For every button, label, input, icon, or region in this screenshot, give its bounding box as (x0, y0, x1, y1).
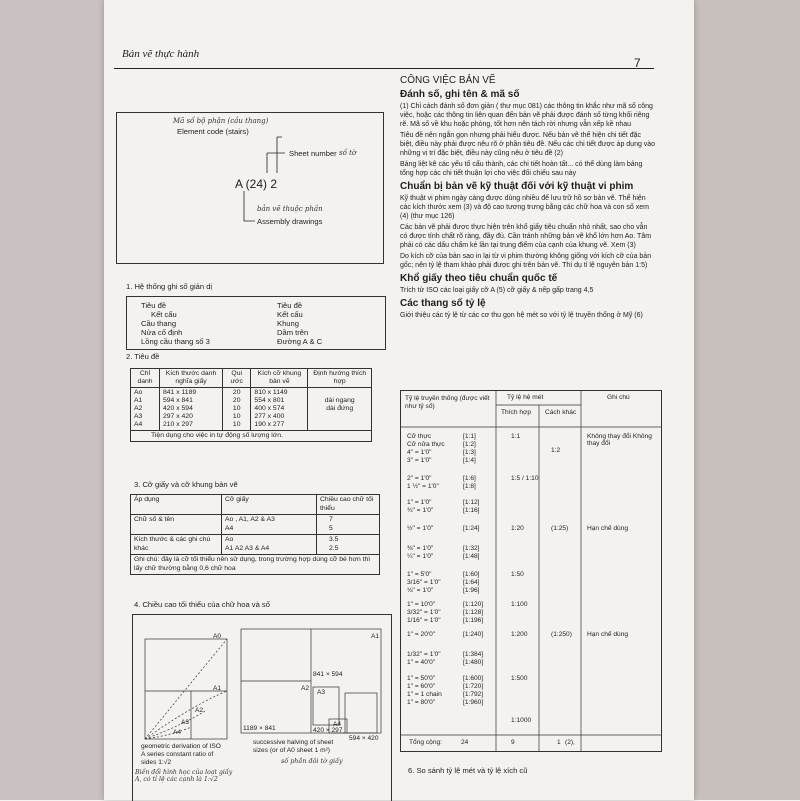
series-label: A2 (301, 685, 310, 692)
scale-traditional-label: 1" = 80'0" (407, 699, 436, 706)
cell: 554 x 801 (254, 397, 285, 404)
series-label: A3 (181, 719, 190, 726)
scale-traditional-label: 4" = 1'0" (407, 449, 432, 456)
series-label: A4 (173, 729, 182, 736)
cell: Ao , A1, A2 & A3 A4 (222, 515, 317, 535)
cell: 10 (232, 405, 241, 412)
scale-ratio: [1:480] (463, 659, 484, 666)
section4-title: 4. Chiều cao tối thiểu của chữ hoa và số (134, 600, 270, 609)
dimension-label: 841 × 594 (313, 671, 343, 678)
cell: dài ngang dài đứng (324, 397, 355, 412)
col-header: Qui ước (223, 369, 251, 388)
header-rule (114, 68, 654, 69)
scale-ratio: [1:32] (463, 545, 480, 552)
scale-traditional-label: 1" = 10'0" (407, 601, 436, 608)
paragraph: Bảng liệt kê các yếu tố cấu thành, các chi tiết hoàn tất... có thể dùng làm bảng tổng hợp các chi tiết thuận lợi cho việc đối chiếu sau này (400, 161, 643, 177)
cell: A4 (134, 421, 143, 428)
scale-traditional-label: ⅛" = 1'0" (407, 587, 434, 594)
cell: 7 5 (317, 515, 380, 535)
scale-traditional-label: ¼" = 1'0" (407, 553, 434, 560)
caption-geometric: geometric derivation of ISO A series constant ratio of sides 1:√2 (141, 743, 221, 766)
note-cell: Không thay đổi Không thay đổi (587, 433, 652, 447)
scale-table (400, 390, 662, 752)
cell: 810 x 1149 (254, 389, 288, 396)
cell: Chữ số & tên (131, 515, 222, 535)
col-header: Kích cỡ khung bản vẽ (251, 369, 308, 388)
section3-title: 3. Cỡ giấy và cỡ khung bản vẽ (134, 480, 238, 489)
table-row (131, 535, 380, 555)
scale-ratio: [1:3] (463, 449, 476, 456)
metric-cell: 1:200 (511, 631, 528, 638)
scale-traditional-label: 2" = 1'0" (407, 475, 432, 482)
scale-ratio: [1:1] (463, 433, 476, 440)
subheading-numbering: Đánh số, ghi tên & mã số (400, 89, 520, 100)
cell: Ao A1 A2 A3 & A4 (222, 535, 317, 555)
metric-cell: 1:1000 (511, 717, 532, 724)
handwritten-assembly-note: bản vẽ thuộc phần (257, 205, 323, 213)
alt-cell: (1:250) (551, 631, 572, 638)
metric-cell: 1:1 (511, 433, 521, 440)
cell: Ao (134, 389, 143, 396)
code-example: A (24) 2 (235, 177, 278, 191)
scale-ratio: [1:128] (463, 609, 484, 616)
subheading-paper-sizes: Khổ giấy theo tiêu chuẩn quốc tế (400, 273, 558, 284)
handwritten-sheet-note: số tờ (339, 149, 357, 157)
note-cell: Hạn chế dùng (587, 525, 629, 532)
letter-height-table (130, 494, 380, 575)
sheet-number-label: Sheet number (289, 149, 337, 158)
scale-traditional-label: 1 ½" = 1'0" (407, 483, 439, 490)
caption-halving: successive halving of sheet sizes (or of A0 sheet 1 m²) (253, 739, 334, 754)
page-number: 7 (634, 56, 641, 70)
col-header-metric: Tỷ lệ hệ mét (507, 394, 544, 401)
cell: 210 x 297 (163, 421, 193, 428)
cell: 841 x 1189 (163, 389, 197, 396)
cell: 20 (232, 397, 241, 404)
cell: 400 x 574 (254, 405, 285, 412)
paragraph: Các bản vẽ phải được thực hiện trên khổ giấy tiêu chuẩn nhỏ nhất, sao cho vẫn có được tính chất rõ ràng, đầy đủ. Cần tránh những bản vẽ khổ lớn hơn Ao. Tâm phải có các dấu chấm kẻ lần tại trung điểm của cạnh của khung vẽ. Xem (3) (400, 224, 652, 249)
background-left (0, 0, 108, 800)
paragraph: Do kích cỡ của bản sao in lại từ vi phim thường không giống với kích cỡ của bản gốc; nên tỷ lệ tham khảo phải được ghi trên bản vẽ. Thí dụ tỉ lệ nguyên bản 1:5) (400, 253, 652, 269)
col-header: Áp dụng (131, 495, 222, 515)
cell: 10 (232, 413, 241, 420)
section1-title: 1. Hệ thống ghi số giản dị (126, 282, 213, 291)
dimension-label: 594 × 420 (349, 735, 379, 742)
scale-ratio: [1:60] (463, 571, 480, 578)
scale-traditional-label: 1" = 50'0" (407, 675, 436, 682)
simple-right-item: Tiêu đề (277, 301, 303, 310)
metric-cell: 1:500 (511, 675, 528, 682)
alt-cell: (1:25) (551, 525, 569, 532)
element-code-label: Element code (stairs) (177, 127, 249, 136)
size-cell (160, 388, 223, 431)
simple-left-column (141, 301, 210, 346)
total-alt: 1 (557, 739, 561, 746)
scale-ratio: [1:6] (463, 475, 476, 482)
cell: 3.5 2.5 (317, 535, 380, 555)
note-cell: Hạn chế dùng (587, 631, 629, 638)
simple-right-item: Kết cấu (277, 310, 303, 319)
paragraph: (1) Chỉ cách đánh số đơn giản ( thư mục 081) các thông tin khắc như mã số công việc, hoặc các thông tin liên quan đến bản vẽ phải được đánh số từng khối riêng rẽ. Mã số về khu hoặc phòng, tốt hơn nên tách rời nhưng vẫn xếp kề nhau (400, 103, 653, 128)
background-right (690, 0, 800, 800)
paragraph: Kỹ thuật vi phim ngày càng được dùng nhiều để lưu trữ hồ sơ bản vẽ. Thể hiện các kích thước xem (3) và độ cao tương trưng bằng các chữ hoa và con số xem (4) (thư mục 126) (400, 195, 649, 220)
designation-cell (131, 388, 160, 431)
right-column (400, 75, 656, 322)
col-header: Định hướng thích hợp (308, 369, 372, 388)
cell: 297 x 420 (163, 413, 193, 420)
scale-ratio: [1:120] (463, 601, 484, 608)
col-header-other: Cách khác (545, 409, 577, 416)
section2-title: 2. Tiêu đề (126, 352, 160, 361)
handwritten-caption-left: Biến đổi hình học của loạt giấy A, có tỉ lệ các cạnh là 1:√2 (135, 769, 233, 783)
table-note: Ghi chú: đây là cỡ tối thiểu nên sử dụng, trong trường hợp dùng cỡ bé hơn thì lấy chữ thường bằng 0,6 chữ hoa (131, 555, 380, 575)
scale-ratio: [1:720] (463, 683, 484, 690)
scale-ratio: [1:16] (463, 507, 480, 514)
subheading-microfilm: Chuẩn bị bản vẽ kỹ thuật đối với kỹ thuật vi phim (400, 181, 634, 192)
total-alt-note: (2), (565, 739, 575, 746)
table-row (131, 515, 380, 535)
paragraph: Giới thiệu các tỷ lệ từ các cơ thu gọn hệ mét so với tỷ lệ truyền thống ở Mỹ (6) (400, 312, 643, 319)
scale-ratio: [1:600] (463, 675, 484, 682)
scale-traditional-label: Cỡ nửa thực (407, 441, 445, 448)
scale-ratio: [1:384] (463, 651, 484, 658)
cell: 10 (232, 421, 241, 428)
cell: A2 (134, 405, 143, 412)
series-label: A1 (371, 633, 380, 640)
series-label: A3 (317, 689, 326, 696)
convention-cell (223, 388, 251, 431)
cell: A1 (134, 397, 143, 404)
scale-ratio: [1:2] (463, 441, 476, 448)
cell: 420 x 594 (163, 405, 193, 412)
scale-ratio: [1:48] (463, 553, 480, 560)
cell: A3 (134, 413, 143, 420)
metric-cell: 1:100 (511, 601, 528, 608)
col-header: Chỉ danh (131, 369, 160, 388)
scale-ratio: [1:960] (463, 699, 484, 706)
simple-right-item: Dầm trên (277, 328, 309, 337)
document-page (104, 0, 694, 800)
section6-title: 6. So sánh tỷ lệ mét và tỷ lệ xích cũ (408, 766, 528, 775)
simple-right-item: Đường A & C (277, 337, 323, 346)
simple-left-item: Cầu thang (141, 319, 177, 328)
section-heading: CÔNG VIỆC BẢN VẼ (400, 75, 496, 86)
orientation-cell (308, 388, 372, 431)
scale-traditional-label: 1" = 1 chain (407, 691, 442, 698)
simple-left-item: Lồng cầu thang số 3 (141, 337, 210, 346)
scale-traditional-label: 1/16" = 1'0" (407, 617, 441, 624)
scale-traditional-label: 1" = 40'0" (407, 659, 436, 666)
cell: 277 x 400 (254, 413, 285, 420)
scale-ratio: [1:196] (463, 617, 484, 624)
running-header: Bản vẽ thực hành (122, 48, 200, 60)
col-header-traditional: Tỷ lệ truyền thống (được viết như tỷ số) (405, 395, 490, 410)
metric-cell: 1:5 / 1:10 (511, 475, 539, 482)
metric-cell: 1:50 (511, 571, 524, 578)
table-row (131, 388, 372, 431)
scale-traditional-label: 1" = 60'0" (407, 683, 436, 690)
scale-traditional-label: 1" = 5'0" (407, 571, 432, 578)
paragraph: Trích từ ISO các loại giấy cỡ A (5) cỡ giấy & nếp gấp trang 4,5 (400, 287, 594, 294)
assembly-drawings-label: Assembly drawings (257, 217, 323, 226)
cell: 594 x 841 (163, 397, 193, 404)
simple-left-item: Nửa cố định (141, 328, 183, 337)
scale-ratio: [1:792] (463, 691, 484, 698)
table-note-row (131, 555, 380, 575)
scale-ratio: [1:240] (463, 631, 484, 638)
paper-size-table (130, 368, 372, 442)
scale-ratio: [1:4] (463, 457, 476, 464)
total-label: Tổng cộng: (409, 739, 442, 746)
cell: 20 (232, 389, 241, 396)
series-label: A2 (195, 707, 204, 714)
scale-ratio: [1:24] (463, 525, 480, 532)
scale-traditional-label: ¾" = 1'0" (407, 507, 434, 514)
simple-left-item: Tiêu đề (141, 301, 167, 310)
total-metric: 9 (511, 739, 515, 746)
series-label: A1 (213, 685, 222, 692)
scale-ratio: [1:8] (463, 483, 476, 490)
scale-traditional-label: 1/32" = 1'0" (407, 651, 441, 658)
series-label: A0 (213, 633, 222, 640)
dimension-label: 1189 × 841 (243, 725, 276, 732)
table-footer-row (131, 431, 372, 442)
col-header-note: Ghi chú (607, 394, 630, 401)
cell: 190 x 277 (254, 421, 285, 428)
paragraph: Tiêu đề nên ngắn gọn nhưng phải hiểu được. Nếu bản vẽ thể hiện chi tiết đặc biệt, điều này phải được nêu rõ ở phần tiêu đề. Nếu các chi tiết được áp dụng vào những vị trí đặc biệt, điều này cũng nêu ở tiêu đề (2) (400, 132, 656, 157)
code-diagram-lines (117, 113, 383, 263)
scale-traditional-label: 3/16" = 1'0" (407, 579, 441, 586)
table-footer: Tiện dụng cho việc in tự động số lượng lớn. (131, 431, 372, 442)
paper-series-figure (132, 614, 392, 801)
scale-traditional-label: ½" = 1'0" (407, 525, 434, 532)
scale-traditional-label: 1" = 1'0" (407, 499, 432, 506)
subheading-scales: Các thang số tỷ lệ (400, 298, 486, 309)
col-header: Kích thước danh nghĩa giấy (160, 369, 223, 388)
scale-ratio: [1:96] (463, 587, 480, 594)
code-diagram (116, 112, 384, 264)
simple-system-table (126, 296, 386, 350)
scale-traditional-label: 1" = 20'0" (407, 631, 436, 638)
scale-ratio: [1:64] (463, 579, 480, 586)
total-traditional: 24 (461, 739, 469, 746)
cell: Kích thước & các ghi chú khác (131, 535, 222, 555)
handwritten-code-note: Mã số bộ phận (cầu thang) (173, 117, 269, 125)
series-label: A4 (333, 721, 342, 728)
scale-traditional-label: 3" = 1'0" (407, 457, 432, 464)
col-header-suitable: Thích hợp (501, 409, 531, 416)
col-header: Cỡ giấy (222, 495, 317, 515)
handwritten-caption-mid: số phần đôi tờ giấy (281, 757, 343, 765)
col-header: Chiều cao chữ tối thiểu (317, 495, 380, 515)
alt-cell: 1:2 (551, 447, 561, 454)
frame-cell (251, 388, 308, 431)
simple-left-item: Kết cấu (151, 310, 177, 319)
scale-traditional-label: ⅜" = 1'0" (407, 545, 434, 552)
scale-ratio: [1:12] (463, 499, 480, 506)
scale-traditional-label: Cỡ thực (407, 433, 432, 440)
metric-cell: 1:20 (511, 525, 524, 532)
table-header-row (131, 495, 380, 515)
simple-right-item: Khung (277, 319, 299, 328)
scale-traditional-label: 3/32" = 1'0" (407, 609, 441, 616)
simple-right-column (277, 301, 322, 346)
dimension-label: 420 × 297 (313, 727, 343, 734)
table-header-row (131, 369, 372, 388)
